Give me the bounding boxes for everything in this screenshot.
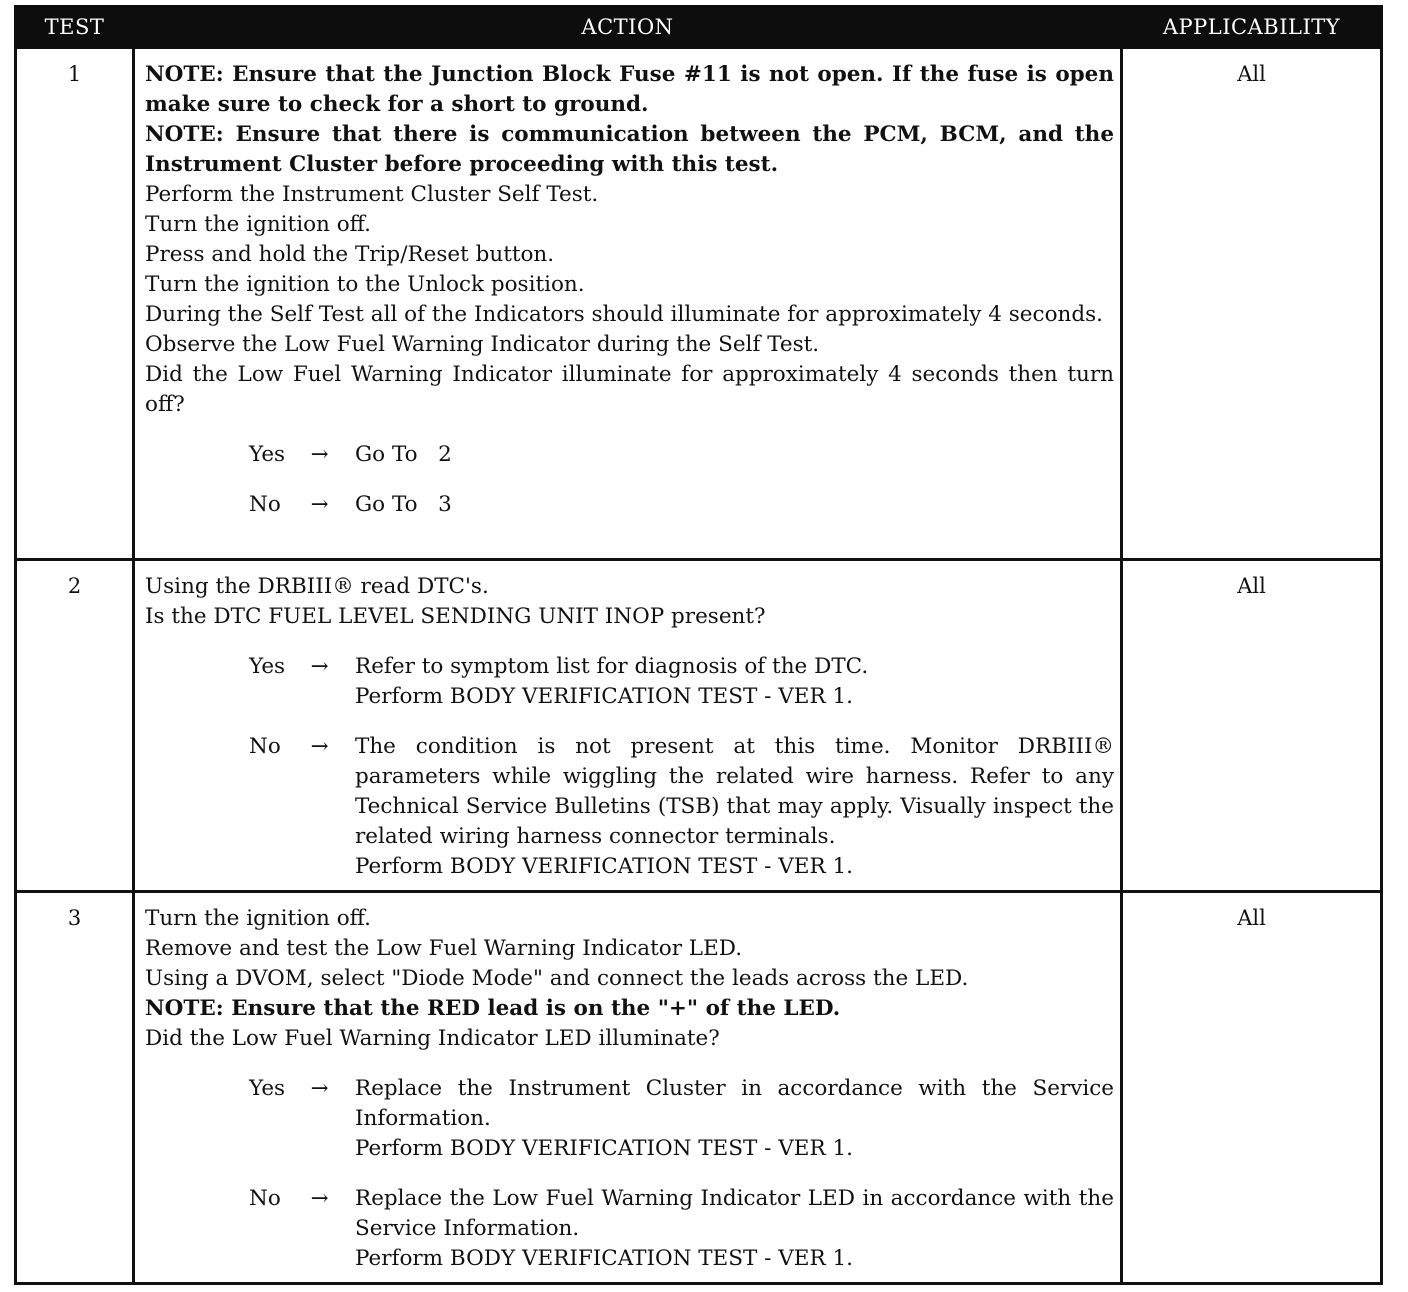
branch-yes bbox=[145, 652, 1114, 712]
branch-label: No bbox=[249, 1186, 281, 1211]
branch-result: Go To 3 bbox=[355, 492, 452, 517]
step-text: Using a DVOM, select "Diode Mode" and connect the leads across the LED. bbox=[145, 966, 969, 991]
step-text: Turn the ignition off. bbox=[145, 906, 371, 931]
header-test: TEST bbox=[16, 7, 134, 48]
branch-label: No bbox=[249, 734, 281, 759]
arrow-icon: → bbox=[310, 442, 329, 467]
step-text: Turn the ignition off. bbox=[145, 212, 371, 237]
branch-label: Yes bbox=[249, 654, 286, 679]
step-text: Turn the ignition to the Unlock position. bbox=[145, 272, 585, 297]
branch-yes bbox=[145, 440, 1114, 470]
step-text: Using the DRBIII® read DTC's. bbox=[145, 574, 489, 599]
note-text: NOTE: Ensure that the Junction Block Fuse #11 is not open. If the fuse is open make sure to check for a short to ground. bbox=[145, 62, 1114, 117]
action-cell bbox=[134, 892, 1122, 1284]
step-text: Is the DTC FUEL LEVEL SENDING UNIT INOP present? bbox=[145, 604, 766, 629]
note-text: NOTE: Ensure that there is communication between the PCM, BCM, and the Instrument Cluster before proceeding with this test. bbox=[145, 122, 1114, 177]
table-row bbox=[16, 892, 1382, 1284]
branch-result: Replace the Instrument Cluster in accordance with the Service Information. bbox=[355, 1076, 1114, 1131]
step-text: During the Self Test all of the Indicators should illuminate for approximately 4 seconds. bbox=[145, 302, 1103, 327]
table-header-row bbox=[16, 7, 1382, 48]
note-text: NOTE: Ensure that the RED lead is on the "+" of the LED. bbox=[145, 996, 841, 1021]
verification-text: Perform BODY VERIFICATION TEST - VER 1. bbox=[355, 1136, 854, 1161]
step-text: Press and hold the Trip/Reset button. bbox=[145, 242, 555, 267]
arrow-icon: → bbox=[310, 492, 329, 517]
applicability-value: All bbox=[1122, 892, 1382, 1284]
test-number: 2 bbox=[16, 560, 134, 892]
applicability-value: All bbox=[1122, 48, 1382, 560]
branch-label: Yes bbox=[249, 442, 286, 467]
arrow-icon: → bbox=[310, 734, 329, 759]
branch-label: No bbox=[249, 492, 281, 517]
arrow-icon: → bbox=[310, 1076, 329, 1101]
header-applicability: APPLICABILITY bbox=[1122, 7, 1382, 48]
branch-no bbox=[145, 1184, 1114, 1274]
step-text: Remove and test the Low Fuel Warning Indicator LED. bbox=[145, 936, 743, 961]
branch-label: Yes bbox=[249, 1076, 286, 1101]
step-text: Did the Low Fuel Warning Indicator LED illuminate? bbox=[145, 1026, 720, 1051]
verification-text: Perform BODY VERIFICATION TEST - VER 1. bbox=[355, 1246, 854, 1271]
step-text: Perform the Instrument Cluster Self Test. bbox=[145, 182, 599, 207]
branch-result: Refer to symptom list for diagnosis of the DTC. bbox=[355, 654, 869, 679]
verification-text: Perform BODY VERIFICATION TEST - VER 1. bbox=[355, 854, 854, 879]
applicability-value: All bbox=[1122, 560, 1382, 892]
diagnostic-page bbox=[14, 5, 1380, 1285]
table-row bbox=[16, 560, 1382, 892]
branch-result: Go To 2 bbox=[355, 442, 452, 467]
step-text: Did the Low Fuel Warning Indicator illuminate for approximately 4 seconds then turn off? bbox=[145, 362, 1114, 417]
branch-yes bbox=[145, 1074, 1114, 1164]
test-number: 3 bbox=[16, 892, 134, 1284]
table-row bbox=[16, 48, 1382, 560]
arrow-icon: → bbox=[310, 654, 329, 679]
branch-no bbox=[145, 490, 1114, 520]
arrow-icon: → bbox=[310, 1186, 329, 1211]
step-text: Observe the Low Fuel Warning Indicator during the Self Test. bbox=[145, 332, 820, 357]
verification-text: Perform BODY VERIFICATION TEST - VER 1. bbox=[355, 684, 854, 709]
header-action: ACTION bbox=[134, 7, 1122, 48]
branch-result: Replace the Low Fuel Warning Indicator LED in accordance with the Service Information. bbox=[355, 1186, 1114, 1241]
action-cell bbox=[134, 48, 1122, 560]
branch-result: The condition is not present at this time. Monitor DRBIII® parameters while wiggling the related wire harness. Refer to any Technical Service Bulletins (TSB) that may apply. Visually inspect the related wiring harness connector terminals. bbox=[355, 734, 1114, 849]
test-number: 1 bbox=[16, 48, 134, 560]
branch-no bbox=[145, 732, 1114, 882]
diagnostic-table bbox=[14, 5, 1383, 1285]
action-cell bbox=[134, 560, 1122, 892]
